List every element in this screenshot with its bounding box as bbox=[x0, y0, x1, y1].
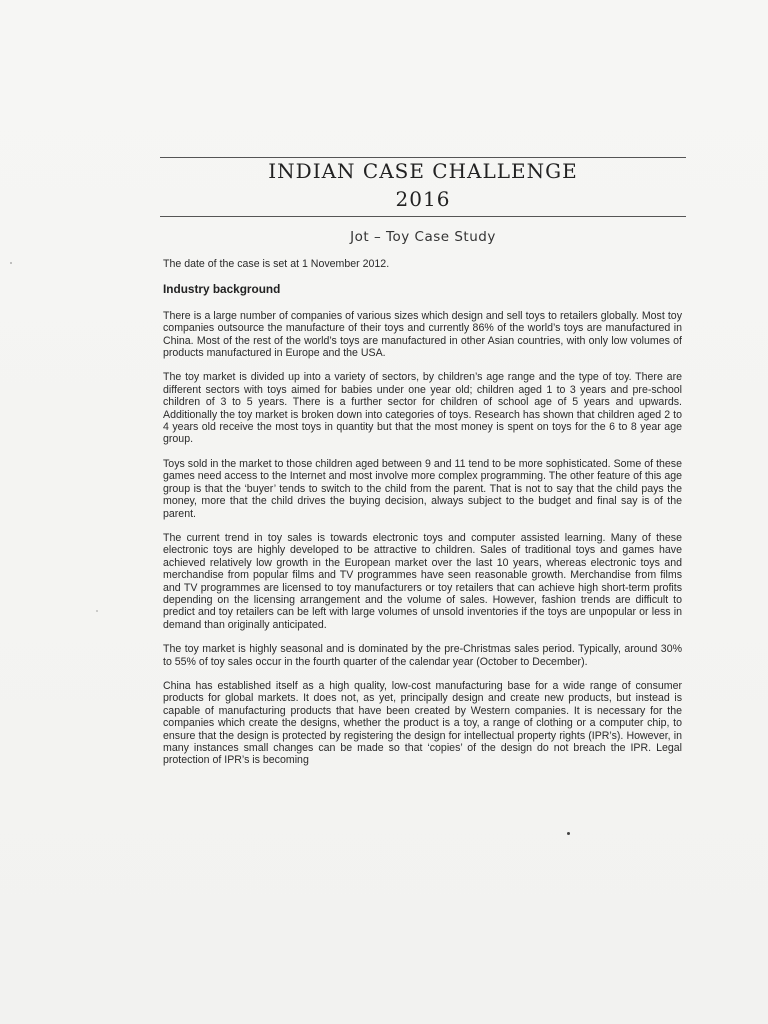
paragraph: There is a large number of companies of various sizes which design and sell toys to retailers globally. Most toy companies outsource the manufacture of their toys and currently 86% of the world’s toys are manufactured in China. Most of the rest of the world’s toys are manufactured in other Asian countries, with only low volumes of products manufactured in Europe and the USA. bbox=[163, 309, 682, 360]
scan-speck bbox=[10, 262, 12, 264]
document-year: 2016 bbox=[395, 187, 451, 211]
paragraph: The toy market is divided up into a variety of sectors, by children’s age range and the type of toy. There are different sectors with toys aimed for babies under one year old; children aged 1 to 3 years and pre-school children of 3 to 5 years. There is a further sector for children of school age of 5 years and upwards. Additionally the toy market is broken down into categories of toys. Research has shown that children aged 2 to 4 years old receive the most toys in quantity but that the most money is spent on toys for the 6 to 8 year age group. bbox=[163, 371, 682, 446]
document-title: INDIAN CASE CHALLENGE bbox=[268, 159, 578, 183]
scan-speck bbox=[567, 832, 570, 835]
paragraph: China has established itself as a high quality, low-cost manufacturing base for a wide range of consumer products for global markets. It does not, as yet, principally design and create new products, but instead is capable of manufacturing products that have been created by Western companies. It is necessary for the companies which create the designs, whether the product is a toy, a range of clothing or a computer chip, to ensure that the design is protected by registering the design for intellectual property rights (IPR’s). However, in many instances small changes can be made so that ‘copies’ of the design do not breach the IPR. Legal protection of IPR’s is becoming bbox=[163, 679, 682, 767]
section-heading: Industry background bbox=[163, 282, 281, 297]
document-subtitle: Jot – Toy Case Study bbox=[350, 229, 496, 245]
scan-speck bbox=[96, 610, 98, 612]
document-body bbox=[163, 258, 682, 779]
header-bottom-rule bbox=[160, 216, 686, 217]
header-top-rule bbox=[160, 157, 686, 158]
paragraph: Toys sold in the market to those children aged between 9 and 11 tend to be more sophisticated. Some of these games need access to the Internet and most involve more complex programming. The other feature of this age group is that the ‘buyer’ tends to switch to the child from the parent. That is not to say that the child pays the money, more that the child drives the buying decision, always subject to the budget and final say is of the parent. bbox=[163, 457, 682, 520]
paragraph: The current trend in toy sales is towards electronic toys and computer assisted learning. Many of these electronic toys are highly developed to be attractive to children. Sales of traditional toys and games have achieved relatively low growth in the European market over the last 10 years, whereas electronic toys and merchandise from popular films and TV programmes have seen reasonable growth. Merchandise from films and TV programmes are licensed to toy manufacturers or toy retailers that can achieve high short-term profits depending on the licensing arrangement and the volume of sales. However, fashion trends are difficult to predict and toy retailers can be left with large volumes of unsold inventories if the toys are unpopular or less in demand than originally anticipated. bbox=[163, 531, 682, 631]
paragraph: The toy market is highly seasonal and is dominated by the pre-Christmas sales period. Typically, around 30% to 55% of toy sales occur in the fourth quarter of the calendar year (October to December). bbox=[163, 643, 682, 668]
case-date-line: The date of the case is set at 1 November 2012. bbox=[163, 258, 390, 270]
